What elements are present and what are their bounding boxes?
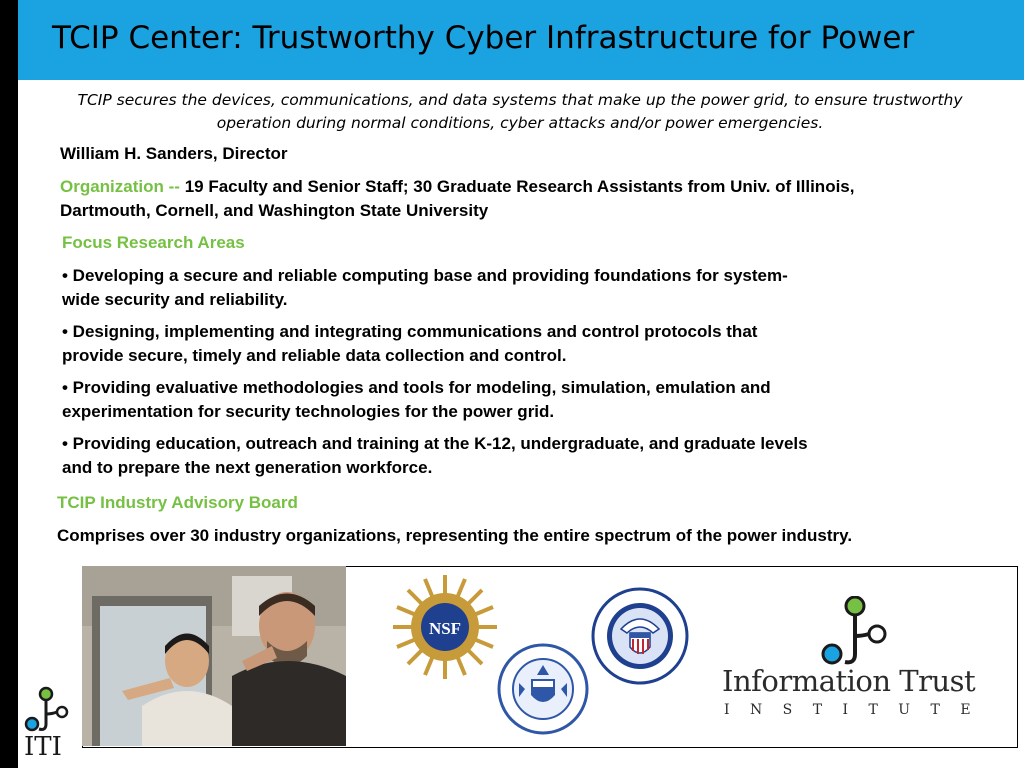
title-bar — [18, 0, 1024, 80]
focus-item-4-line-1: • Providing education, outreach and training at the K-12, undergraduate, and graduate levels — [62, 434, 808, 453]
dhs-seal — [591, 587, 689, 685]
iti-corner-logo — [20, 686, 84, 764]
subtitle: TCIP secures the devices, communications, and data systems that make up the power grid, to ensure trustworthy operation during normal conditions, cyber attacks and/or power emergencies. — [77, 91, 963, 132]
focus-item-3-line-2: experimentation for security technologies for the power grid. — [62, 402, 555, 421]
organization-line-1 — [60, 175, 854, 199]
focus-item-3-line-1: • Providing evaluative methodologies and tools for modeling, simulation, emulation and — [62, 378, 771, 397]
focus-item-2-line-2: provide secure, timely and reliable data collection and control. — [62, 346, 567, 365]
iti-corner-text: ITI — [24, 732, 62, 762]
focus-item-1-line-2: wide security and reliability. — [62, 290, 288, 309]
iti-logo-name: Information Trust — [722, 664, 976, 698]
researchers-photo — [82, 566, 346, 746]
focus-item-2-line-1: • Designing, implementing and integrating communications and control protocols that — [62, 322, 758, 341]
advisory-text: Comprises over 30 industry organizations, representing the entire spectrum of the power industry. — [57, 526, 853, 545]
director-line: William H. Sanders, Director — [60, 144, 288, 163]
iti-logo — [722, 596, 986, 722]
nsf-logo-text: NSF — [428, 619, 462, 638]
slide-title: TCIP Center: Trustworthy Cyber Infrastructure for Power — [52, 20, 915, 56]
nsf-logo — [392, 573, 498, 681]
organization-label: Organization -- — [60, 177, 180, 196]
advisory-heading: TCIP Industry Advisory Board — [57, 493, 298, 512]
organization-line-2: Dartmouth, Cornell, and Washington State University — [60, 201, 489, 220]
focus-heading: Focus Research Areas — [62, 233, 245, 252]
focus-item-4-line-2: and to prepare the next generation workforce. — [62, 458, 433, 477]
iti-logo-institute: I N S T I T U T E — [724, 702, 979, 718]
organization-text-1: 19 Faculty and Senior Staff; 30 Graduate Research Assistants from Univ. of Illinois, — [184, 177, 855, 196]
focus-item-1-line-1: • Developing a secure and reliable computing base and providing foundations for system- — [62, 266, 788, 285]
doe-seal — [497, 643, 589, 735]
left-black-bar — [0, 0, 18, 768]
